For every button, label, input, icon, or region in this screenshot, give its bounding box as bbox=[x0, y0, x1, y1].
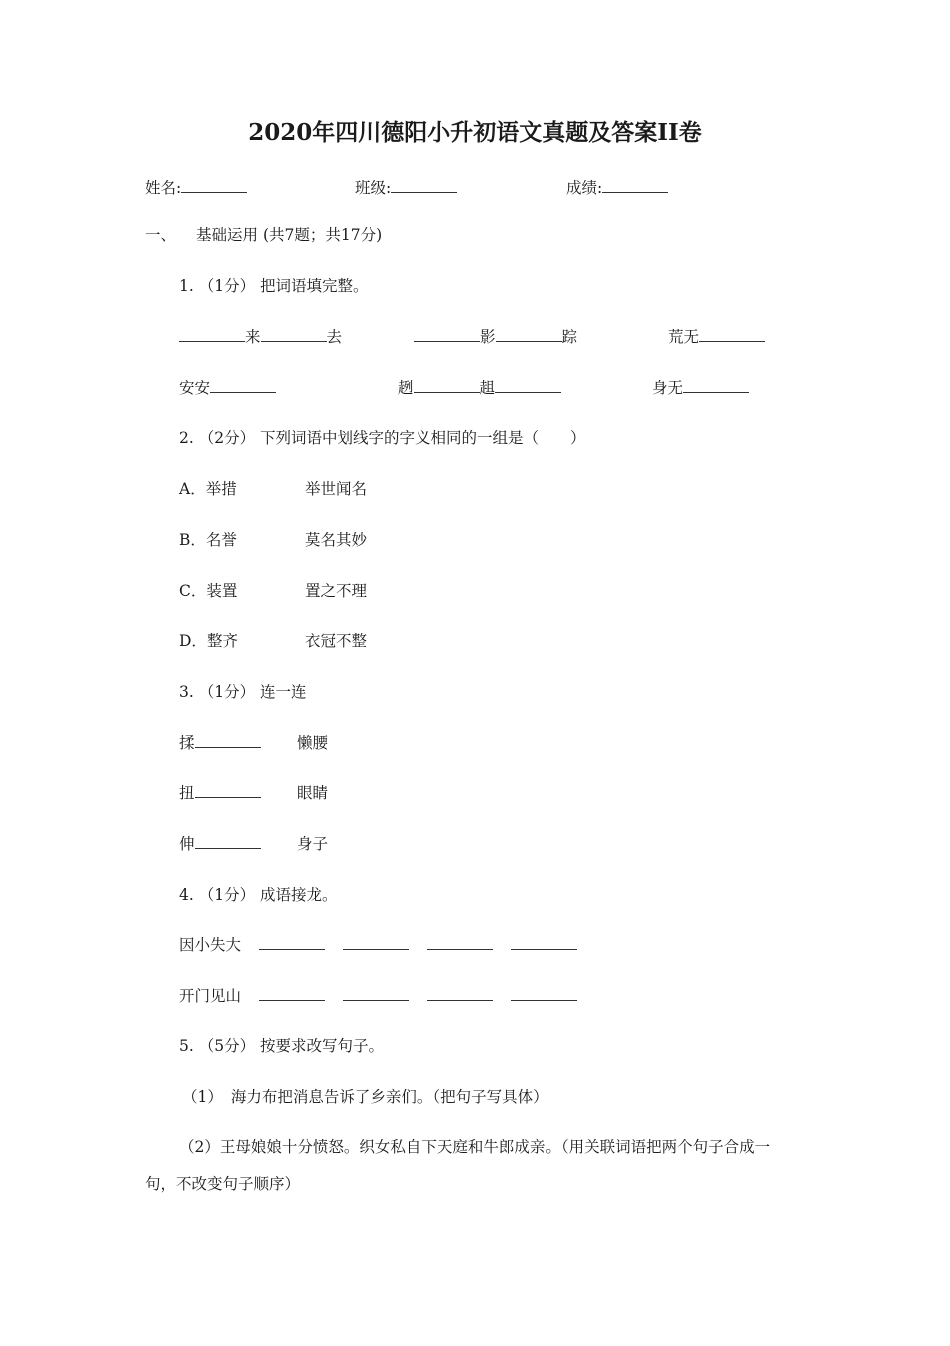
word-part: 安安 bbox=[179, 379, 211, 397]
q4-score: （1分） bbox=[198, 886, 256, 904]
option-a-word-2: 举世闻名 bbox=[305, 480, 368, 498]
question-2 bbox=[179, 428, 586, 448]
q1-score: （1分） bbox=[198, 277, 256, 295]
q2-number: 2. bbox=[179, 429, 194, 447]
blank[interactable] bbox=[343, 935, 409, 950]
name-field bbox=[145, 178, 247, 198]
name-blank[interactable] bbox=[181, 178, 247, 193]
blank[interactable] bbox=[511, 986, 577, 1001]
q1-item-5 bbox=[398, 378, 561, 398]
option-d-word-2: 衣冠不整 bbox=[305, 632, 368, 650]
option-letter: C． bbox=[179, 582, 207, 600]
sub-text: 海力布把消息告诉了乡亲们。（把句子写具体） bbox=[230, 1088, 549, 1106]
q1-item-6 bbox=[652, 378, 749, 398]
option-c[interactable] bbox=[179, 581, 237, 601]
option-b-word-2: 莫名其妙 bbox=[305, 531, 368, 549]
match-row bbox=[179, 783, 261, 803]
blank[interactable] bbox=[427, 935, 493, 950]
q5-sub-1 bbox=[182, 1087, 549, 1107]
score-label: 成绩: bbox=[566, 179, 603, 197]
score-blank[interactable] bbox=[602, 178, 668, 193]
q2-text: 下列词语中划线字的字义相同的一组是（ ） bbox=[260, 429, 586, 447]
blank[interactable] bbox=[261, 327, 327, 342]
q1-item-4 bbox=[179, 378, 276, 398]
match-row bbox=[179, 834, 261, 854]
question-4 bbox=[179, 885, 338, 905]
blank[interactable] bbox=[414, 327, 480, 342]
option-b[interactable] bbox=[179, 530, 237, 550]
q5-number: 5. bbox=[179, 1037, 194, 1055]
match-right: 眼睛 bbox=[297, 784, 329, 802]
option-word: 整齐 bbox=[206, 632, 238, 650]
match-left: 扭 bbox=[179, 784, 195, 802]
blank[interactable] bbox=[427, 986, 493, 1001]
section-heading bbox=[145, 225, 382, 245]
idiom-chain-row bbox=[179, 986, 577, 1006]
match-right: 懒腰 bbox=[297, 734, 329, 752]
blank[interactable] bbox=[259, 935, 325, 950]
blank[interactable] bbox=[195, 783, 261, 798]
word-part: 趄 bbox=[479, 379, 496, 397]
idiom-chain-row bbox=[179, 935, 577, 955]
option-letter: A． bbox=[179, 480, 206, 498]
question-1 bbox=[179, 276, 369, 296]
q1-item-2 bbox=[414, 327, 577, 347]
sub-number: （1） bbox=[182, 1088, 223, 1106]
word-part: 影 bbox=[480, 328, 496, 346]
blank[interactable] bbox=[343, 986, 409, 1001]
q4-text: 成语接龙。 bbox=[260, 886, 338, 904]
option-word: 装置 bbox=[206, 582, 238, 600]
class-label: 班级: bbox=[355, 179, 392, 197]
word-part: 去 bbox=[326, 328, 343, 346]
section-title: 基础运用 (共7题；共17分) bbox=[196, 226, 383, 244]
match-right: 身子 bbox=[297, 835, 329, 853]
blank[interactable] bbox=[495, 378, 561, 393]
word-part: 来 bbox=[245, 328, 261, 346]
blank[interactable] bbox=[683, 378, 749, 393]
option-word: 名誉 bbox=[205, 531, 237, 549]
blank[interactable] bbox=[195, 733, 261, 748]
option-letter: D． bbox=[179, 632, 207, 650]
option-d[interactable] bbox=[179, 631, 238, 651]
match-left: 揉 bbox=[179, 734, 195, 752]
q2-score: （2分） bbox=[198, 429, 256, 447]
word-part: 踪 bbox=[561, 328, 578, 346]
option-c-word-2: 置之不理 bbox=[305, 582, 368, 600]
blank[interactable] bbox=[259, 986, 325, 1001]
word-part: 荒无 bbox=[668, 328, 700, 346]
section-number: 一、 bbox=[145, 226, 177, 244]
q1-text: 把词语填完整。 bbox=[260, 277, 369, 295]
q1-item-3 bbox=[668, 327, 765, 347]
blank[interactable] bbox=[195, 834, 261, 849]
idiom-start: 因小失大 bbox=[179, 936, 242, 954]
class-field bbox=[355, 178, 457, 198]
q5-sub-2-line-1: （2）王母娘娘十分愤怒。织女私自下天庭和牛郎成亲。（用关联词语把两个句子合成一 bbox=[179, 1138, 771, 1156]
blank[interactable] bbox=[414, 378, 480, 393]
q5-score: （5分） bbox=[198, 1037, 256, 1055]
q3-text: 连一连 bbox=[260, 683, 307, 701]
name-label: 姓名: bbox=[145, 179, 182, 197]
q5-text: 按要求改写句子。 bbox=[260, 1037, 385, 1055]
q1-item-1 bbox=[179, 327, 342, 347]
match-left: 伸 bbox=[179, 835, 195, 853]
blank[interactable] bbox=[496, 327, 562, 342]
blank[interactable] bbox=[511, 935, 577, 950]
q1-number: 1. bbox=[179, 277, 194, 295]
word-part: 身无 bbox=[652, 379, 684, 397]
q3-score: （1分） bbox=[198, 683, 256, 701]
q3-number: 3. bbox=[179, 683, 194, 701]
option-letter: B． bbox=[179, 531, 206, 549]
option-word: 举措 bbox=[205, 480, 237, 498]
page-title: 2020年四川德阳小升初语文真题及答案II卷 bbox=[248, 119, 702, 146]
q4-number: 4. bbox=[179, 886, 194, 904]
blank[interactable] bbox=[179, 327, 245, 342]
match-row bbox=[179, 733, 261, 753]
blank[interactable] bbox=[699, 327, 765, 342]
blank[interactable] bbox=[210, 378, 276, 393]
score-field bbox=[566, 178, 668, 198]
question-5 bbox=[179, 1036, 384, 1056]
word-part: 趔 bbox=[398, 379, 414, 397]
option-a[interactable] bbox=[179, 479, 237, 499]
idiom-start: 开门见山 bbox=[179, 987, 242, 1005]
q5-sub-2-line-2: 句，不改变句子顺序） bbox=[145, 1175, 301, 1193]
question-3 bbox=[179, 682, 307, 702]
class-blank[interactable] bbox=[391, 178, 457, 193]
